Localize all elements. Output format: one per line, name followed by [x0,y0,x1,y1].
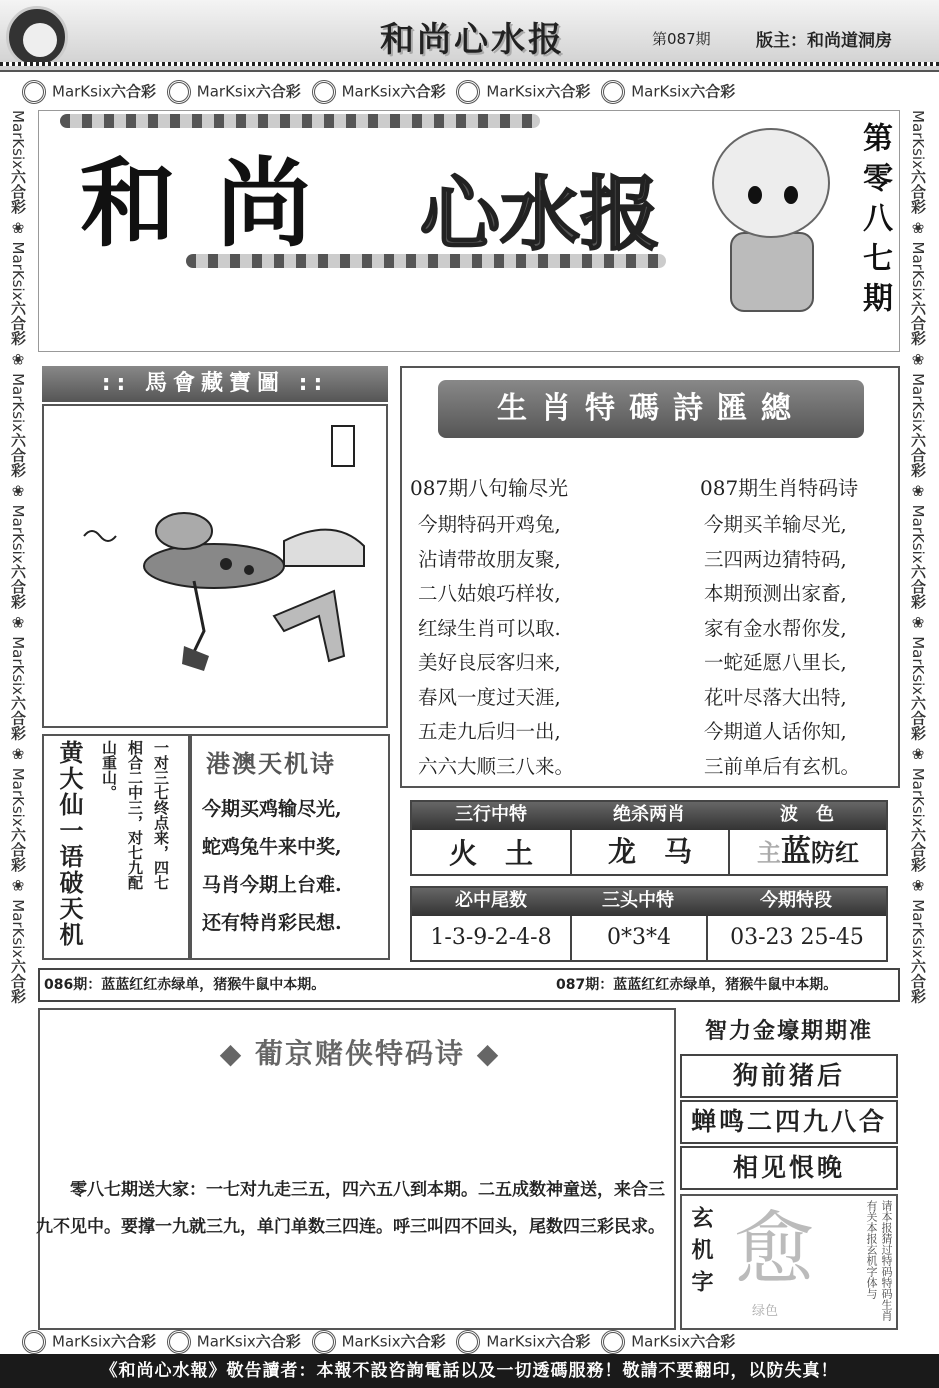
prediction-table-1 [410,800,888,876]
huang-daxian-text: 一对三七终点来，四七 相合二中三，对七九配 山重山。 [100,740,170,890]
prediction-table-2 [410,886,888,962]
mystery-char-panel [680,1194,898,1330]
wm-brand: MarKsix [631,82,691,101]
wm-brand-cn: 六合彩 [111,82,157,101]
right-item-3: 相见恨晚 [680,1146,898,1190]
watermark-left: MarKsix六合彩 ❀ MarKsix六合彩 ❀ MarKsix六合彩 ❀ MarKsix六合彩 ❀ MarKsix六合彩 ❀ MarKsix六合彩 ❀ MarKsix六合彩 [9,110,27,1004]
diamond-icon: ◆ [219,1037,244,1070]
pt1-value-zodiacs: 龙 马 [570,830,728,874]
watermark-right: MarKsix六合彩 ❀ MarKsix六合彩 ❀ MarKsix六合彩 ❀ MarKsix六合彩 ❀ MarKsix六合彩 ❀ MarKsix六合彩 ❀ MarKsix六合彩 [909,110,927,1004]
wm-brand-cn: 六合彩 [545,82,591,101]
flower-icon [22,80,46,104]
right-poem-heading: 087期生肖特码诗 [700,476,859,500]
gambler-poem-title: ◆ 葡京赌侠特码诗 ◆ [219,1037,501,1070]
right-item-2: 蝉鸣二四九八合 [680,1100,898,1144]
wm-brand: MarKsix [196,82,256,101]
monk-eye-icon [784,186,798,204]
masthead-vertical-issue: 第零八七期 [857,122,892,322]
watermark-row-bottom: MarKsix六合彩 MarKsix六合彩 MarKsix六合彩 MarKsix六合彩 MarKsix六合彩 [16,1330,916,1354]
flower-icon [312,80,336,104]
left-poem-heading: 087期八句输尽光 [410,476,569,500]
header-stripe [0,62,939,66]
pt1-header-kill-two: 绝杀两肖 [570,802,728,830]
flower-icon [601,80,625,104]
pt2-value-heads: 0*3*4 [570,916,706,960]
pt2-value-segment: 03-23 25-45 [706,916,886,960]
right-item-1: 狗前猪后 [680,1054,898,1098]
mystery-char: 愈 [734,1203,814,1296]
header-issue: 第087期 [652,30,711,48]
footer-notice: 《和尚心水報》敬告讀者：本報不設咨詢電話以及一切透碼服務！敬請不要翻印，以防失真！ [0,1354,939,1388]
monk-eye-icon [748,186,762,204]
right-column-header: 智力金壕期期准 [704,1018,873,1044]
wm-brand: MarKsix [52,82,111,101]
flower-icon [601,1330,625,1354]
flower-icon [456,80,480,104]
pt2-header-segment: 今期特段 [706,888,886,916]
flower-icon [167,80,191,104]
pt1-value-elements: 火 土 [448,837,533,870]
header-title: 和尚心水报 [380,20,565,60]
wm-brand-cn: 六合彩 [255,82,301,101]
pt1-value-color: 主蓝防红 [728,830,886,874]
huang-daxian-title: 黄大仙一语破天机 [55,740,84,948]
pt1-header-three-elements: 三行中特 [412,802,570,830]
history-bar [38,968,900,1002]
header-host: 版主：和尚道洞房 [756,31,892,51]
monk-body [730,232,814,312]
flower-icon [312,1330,336,1354]
hk-macau-poem-title: 港澳天机诗 [206,749,336,778]
watermark-row-top [16,80,916,104]
wm-brand: MarKsix [341,82,401,101]
wm-brand-cn: 六合彩 [400,82,446,101]
history-prev: 086期：蓝蓝红红赤绿单，猪猴牛鼠中本期。 [44,977,326,993]
wm-brand: MarKsix [486,82,546,101]
diamond-icon: ◆ [476,1037,501,1070]
zodiac-poem-title: 生肖特碼詩匯總 [438,380,864,438]
gambler-poem-text: 零八七期送大家：一七对九走三五，四六五八到本期。二五成数神童送，来合三九不见中。要撑一九就三九，单门单数三四连。呼三叫四不回头，尾数四三彩民求。 [36,1180,665,1237]
pt2-value-tail: 1-3-9-2-4-8 [430,925,552,950]
flower-icon [22,1330,46,1354]
bauhinia-emblem-icon [6,6,68,68]
flower-icon [456,1330,480,1354]
masthead-title-main: 和尚 [80,147,352,260]
left-poem-lines: 今期特码开鸡兔, 沾请带故朋友聚, 二八姑娘巧样妆, 红绿生肖可以取. 美好良辰客归来, 春风一度过天涯, 五走九后归一出, 六六大顺三八来。 [418,513,575,778]
treasure-map-title: :: 馬會藏寶圖 :: [42,366,388,402]
mystery-label: 玄机字 [688,1206,714,1302]
hk-macau-poem-lines: 今期买鸡输尽光, 蛇鸡兔牛来中奖, 马肖今期上台难. 还有特肖彩民想. [202,798,342,934]
right-poem-lines: 今期买羊输尽光, 三四两边猜特码, 本期预测出家畜, 家有金水帮你发, 一蛇延愿八里长, 花叶尽落大出特, 今期道人话你知, 三前单后有玄机。 [704,513,861,778]
history-curr: 087期：蓝蓝红红赤绿单，猪猴牛鼠中本期。 [556,977,838,993]
vine-decoration-top [60,114,540,128]
treasure-map-picture [42,404,388,728]
mystery-hint: 绿色 [752,1304,779,1319]
pt2-header-tail: 必中尾数 [412,888,570,916]
mystery-note: 请本报猜过特码特码生肖有关本报玄机字体与 [865,1200,893,1321]
masthead-title-sub: 心水报 [420,167,660,261]
cartoon-frog-illustration-icon [44,406,386,726]
flower-icon [167,1330,191,1354]
wm-brand-cn: 六合彩 [690,82,736,101]
emblem-center [23,23,57,57]
monk-mascot-icon [712,128,830,238]
pt2-header-heads: 三头中特 [570,888,706,916]
pt1-header-wave-color: 波 色 [728,802,886,830]
